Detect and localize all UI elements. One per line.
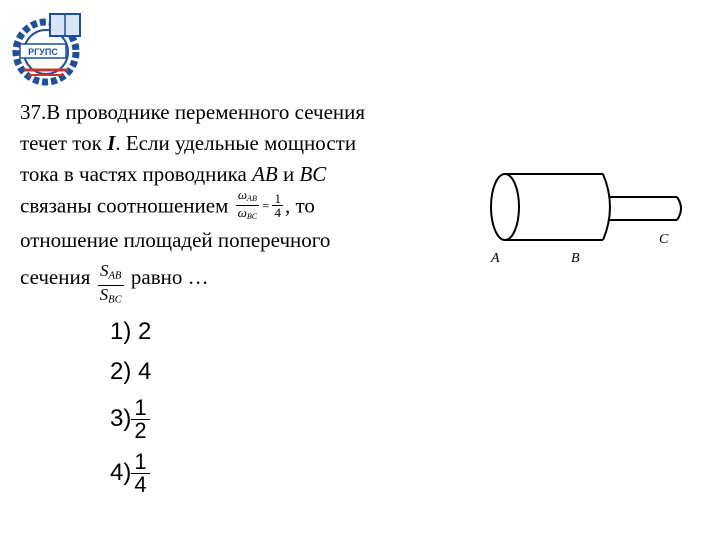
- question-line: 37.В проводнике переменного сечения: [20, 100, 366, 124]
- answer-option-3[interactable]: 3) 1 2: [110, 392, 151, 446]
- area-ratio-formula: $\frac{S_{AB}}{S_{BC}}$: [99, 261, 122, 306]
- university-logo: [6, 8, 86, 88]
- power-ratio-formula: $\omega_{AB}$ $\omega_{BC}$ = $\frac{1}{4}$: [237, 187, 281, 221]
- point-label-b: B: [571, 251, 580, 266]
- question-text: [20, 97, 440, 306]
- answer-options: [110, 312, 151, 500]
- question-line: тока в частях проводника AB и BC: [20, 162, 327, 186]
- question-line: течет ток I. Если удельные мощности: [20, 131, 357, 155]
- answer-option-2[interactable]: 2) 4: [110, 358, 152, 385]
- answer-option-4[interactable]: 4) 1 4: [110, 446, 151, 500]
- question-line: сечения $\frac{S_{AB}}{S_{BC}}$ равно …: [20, 256, 440, 302]
- question-line: связаны соотношением $\omega_{AB}$ $\omega_{BC}$ = $\frac{1}{4}$ , то: [20, 187, 315, 221]
- question-line: отношение площадей поперечного: [20, 228, 331, 252]
- point-label-a: A: [491, 251, 500, 266]
- svg-text:РГУПС: РГУПС: [28, 47, 58, 57]
- point-label-c: C: [659, 232, 669, 247]
- wire-end: [677, 197, 681, 220]
- conductor-diagram: [475, 165, 705, 280]
- answer-option-1[interactable]: 1) 2: [110, 318, 152, 345]
- cylinder-end-cap: [491, 174, 519, 240]
- cylinder-right-face: [603, 174, 610, 240]
